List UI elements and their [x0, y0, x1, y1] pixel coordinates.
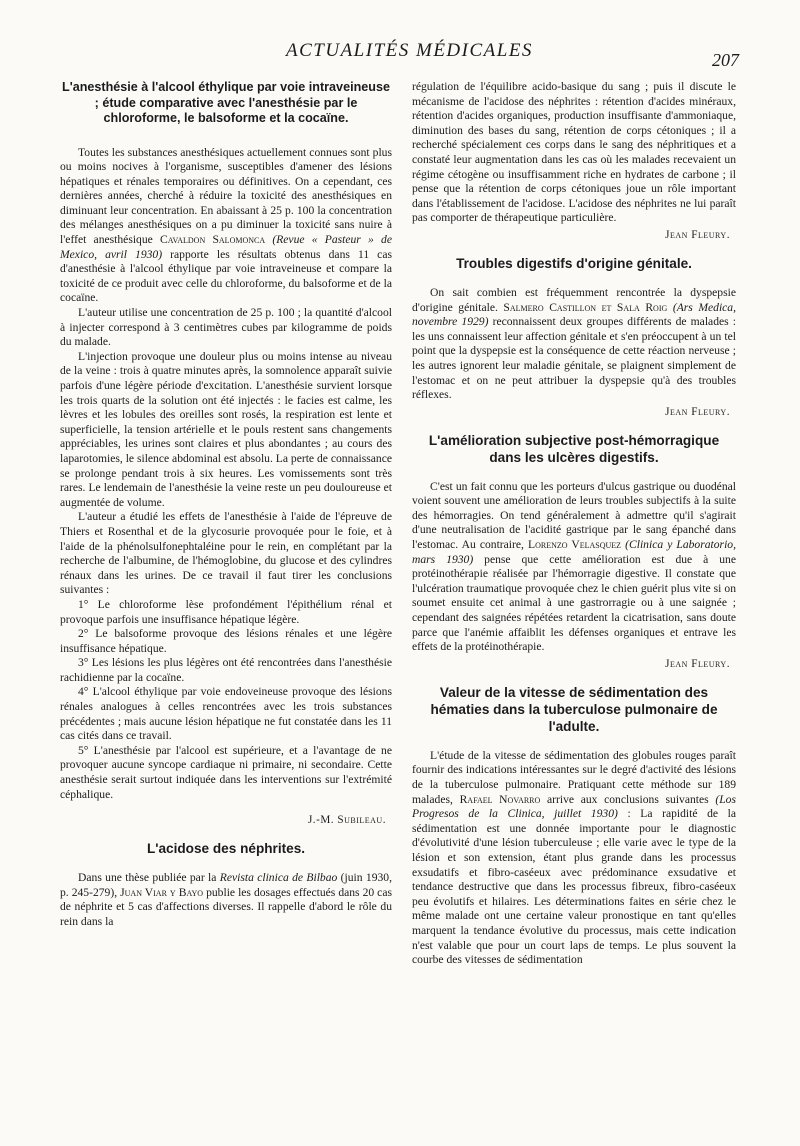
running-title: ACTUALITÉS MÉDICALES	[286, 40, 533, 61]
conclusion-item: 4° L'alcool éthylique par voie endoveineuse provoque des lésions rénales analogues à celles rencontrées avec les trois substances précédentes ; mais aucune lésion hépatique ne fut constatée dans les 11 cas cités dans ce travail.	[60, 685, 392, 743]
signature: Jean Fleury.	[665, 228, 730, 241]
source-citation: Revista clinica de Bilbao	[219, 871, 338, 885]
paragraph: régulation de l'équilibre acido-basique du sang ; puis il discute le mécanisme de l'acidose des néphrites : rétention d'acides minéraux, rétention d'acides organiques, production insuffisante d'ammoniaque, diminution des bases du sang, rétention de corps cétoniques ; il a recherché spécialement ces corps dans le sang des néphritiques et a constaté leur augmentation dans les cas où les malades recevaient un régime cétogène ou insuffisamment riche en hydrates de carbone ; il pense que la rétention de corps cétoniques joue un rôle important dans l'établissement de l'acidose. L'acidose des néphrites ne lui paraît pas comporter de thérapeutique particulière.	[412, 80, 736, 225]
text: On sait combien est fréquemment rencontrée la dyspepsie d'origine génitale.	[412, 285, 736, 314]
article-title: Troubles digestifs d'origine génitale.	[456, 255, 692, 271]
text: publie les dosages effectués dans 20 cas de néphrite et 5 cas d'affections diverses. Il rappelle d'abord le rôle du rein dans la	[60, 885, 392, 928]
paragraph: L'auteur utilise une concentration de 25 p. 100 ; la quantité d'alcool à injecter correspond à 3 centimètres cubes par kilogramme de poids du malade.	[60, 306, 392, 349]
paragraph: L'auteur a étudié les effets de l'anesthésie à l'aide de l'épreuve de Thiers et Rosenthal et de la glycosurie provoquée pour le foie, et à l'aide de la phénolsulfonephtaléine pour le rein, en complétant par la recherche de l'albumine, de l'hémoglobine, du glucose et des cylindres rénaux dans les urines. De ce travail il faut tirer les conclusions suivantes :	[60, 510, 392, 597]
source-citation: (Los Progresos de la Clinica, juillet 1930)	[412, 792, 736, 821]
article-title: L'amélioration subjective post-hémorragique dans les ulcères digestifs.	[428, 432, 720, 465]
right-column	[412, 80, 736, 968]
paragraph	[60, 871, 392, 929]
signature: Jean Fleury.	[665, 405, 730, 418]
source-citation: (Ars Medica, novembre 1929)	[412, 300, 737, 329]
author-name: Rafael Novarro	[459, 792, 541, 806]
source-citation: (Revue « Pasteur » de Mexico, avril 1930)	[60, 233, 392, 261]
article-title: L'acidose des néphrites.	[146, 841, 306, 857]
text: rapporte les résultats obtenus dans 11 cas d'anesthésie à l'alcool éthylique par voie intraveineuse et compare la toxicité de ce produit avec celle du chloroforme, du balsoforme et de la cocaïne.	[60, 247, 392, 305]
author-name: Cavaldon Salomonca	[160, 233, 266, 247]
conclusion-item: 3° Les lésions les plus légères ont été rencontrées dans l'anesthésie rachidienne par la cocaïne.	[60, 656, 392, 684]
paragraph: L'injection provoque une douleur plus ou moins intense au niveau de la veine : trois à quatre minutes après, la somnolence apparaît suivie parfois d'une légère période d'excitation. L'anesthésie survient lorsque les trois quarts de la solution ont été injectés : le facies est calme, les lèvres et les lobules des oreilles sont rosés, la respiration est lente et superficielle, la tension artérielle et le pouls restent sans changements appréciables, les urines sont claires et plus abondantes ; au cours des laparotomies, le silence abdominal est absolu. La perte de connaissance se prolonge pendant trois à six heures. Les vomissements sont très rares. Le lendemain de l'anesthésie la veine reste un peu douloureuse et augmentée de volume.	[60, 349, 392, 509]
text: C'est un fait connu que les porteurs d'ulcus gastrique ou duodénal voient souvent une amélioration de leurs troubles subjectifs à la suite des hémorragies. On tend généralement à admettre qu'il s'agirait d'une neutralisation de l'acidité gastrique par le sang épanché dans l'estomac. Au contraire,	[412, 479, 736, 552]
text: Dans une thèse publiée par la	[78, 871, 217, 885]
text: (juin 1930, p. 245-279),	[60, 871, 392, 899]
text: reconnaissent deux groupes différents de malades : les uns connaissent leur affection génitale et s'en préoccupent à un tel point que la dyspepsie est la conséquence de cette réaction nerveuse ; les autres ignorent leur maladie génitale, se plaignent simplement de l'estomac et on ne peut attribuer la dyspepsie qu'à des troubles réflexes.	[412, 315, 736, 402]
paragraph	[412, 480, 736, 655]
text: pense que cette amélioration est due à une protéinothérapie réalisée par l'hémorragie digestive. Il constate que l'ulcération traumatique provoquée chez le chien guérit plus vite si on soumet ensuite cet animal à une gastrorragie ou à une saignée ; cependant des saignées répétées retardent la cicatrisation, sans doute parce que l'anémie affaiblit les défenses organiques et entrave les effets de la protéinothérapie.	[412, 552, 736, 654]
article-amelioration	[412, 432, 736, 670]
paragraph	[412, 286, 736, 403]
paragraph	[412, 749, 736, 968]
text: arrive aux conclusions suivantes	[546, 792, 709, 806]
article-troubles-digestifs	[412, 255, 736, 418]
text: Toutes les substances anesthésiques actuellement connues sont plus ou moins nocives à l'organisme, susceptibles d'amener des lésions hépatiques et rénales temporaires ou définitives. On a cependant, ces dernières années, cherché à réduire la toxicité des anesthésiques en diminuant leur concentration. En abaissant à 25 p. 100 la concentration des mélanges anesthésiques on a pu diminuer la toxicité sans nuire à l'effet anesthésique	[60, 145, 392, 247]
article-sedimentation	[412, 684, 736, 968]
paragraph	[60, 146, 392, 307]
signature: Jean Fleury.	[665, 657, 730, 670]
article-title: L'anesthésie à l'alcool éthylique par voie intraveineuse ; étude comparative avec l'anesthésie par le chloroforme, le balsoforme et la cocaïne.	[62, 80, 390, 125]
text: L'étude de la vitesse de sédimentation des globules rouges paraît fournir des indications intéressantes sur le degré d'activité des lésions de la tuberculose pulmonaire. Pratiquant cette méthode sur 189 malades,	[412, 748, 736, 806]
article-acidose-continued	[412, 80, 736, 241]
page-number: 207	[712, 50, 739, 70]
article-title: Valeur de la vitesse de sédimentation des hématies dans la tuberculose pulmonaire de l'adulte.	[430, 684, 718, 734]
text: : La rapidité de la sédimentation est une donnée importante pour le diagnostic d'évolutivité d'une lésion tuberculeuse ; elle varie avec le type de la lésion et son extension, étant plus grande dans les processus exsudatifs et fibro-caséeux avec prédominance exsudative et tendance destructive que dans les processus fibreux, fibro-caséeux peu évolutifs et hilaires. Les déterminations faites en série chez le même malade ont une certaine valeur pronostique en tant qu'elles marquent la tendance évolutive du processus, mais cette indication n'est valable que pour un court laps de temps. Le plus souvent la courbe des vitesses de sédimentation	[412, 807, 736, 967]
conclusion-item: 2° Le balsoforme provoque des lésions rénales et une légère insuffisance hépatique.	[60, 627, 392, 655]
article-acidose	[60, 840, 392, 929]
conclusion-item: 1° Le chloroforme lèse profondément l'épithélium rénal et provoque parfois une insuffisance hépatique légère.	[60, 597, 392, 626]
author-name: Salmero Castillon et Sala Roig	[503, 300, 668, 314]
source-citation: (Clinica y Laboratorio, mars 1930)	[412, 538, 736, 566]
article-anesthesie	[60, 80, 392, 826]
signature: J.-M. Subileau.	[307, 814, 386, 827]
conclusion-item: 5° L'anesthésie par l'alcool est supérieure, et a l'avantage de ne provoquer aucune syncope cardiaque ni primaire, ni secondaire. Cette anesthésie serait surtout indiquée dans les interventions sur l'extrémité céphalique.	[60, 743, 392, 801]
author-name: Juan Viar y Bayo	[120, 885, 204, 899]
left-column	[60, 80, 392, 930]
author-name: Lorenzo Velasquez	[528, 538, 622, 552]
